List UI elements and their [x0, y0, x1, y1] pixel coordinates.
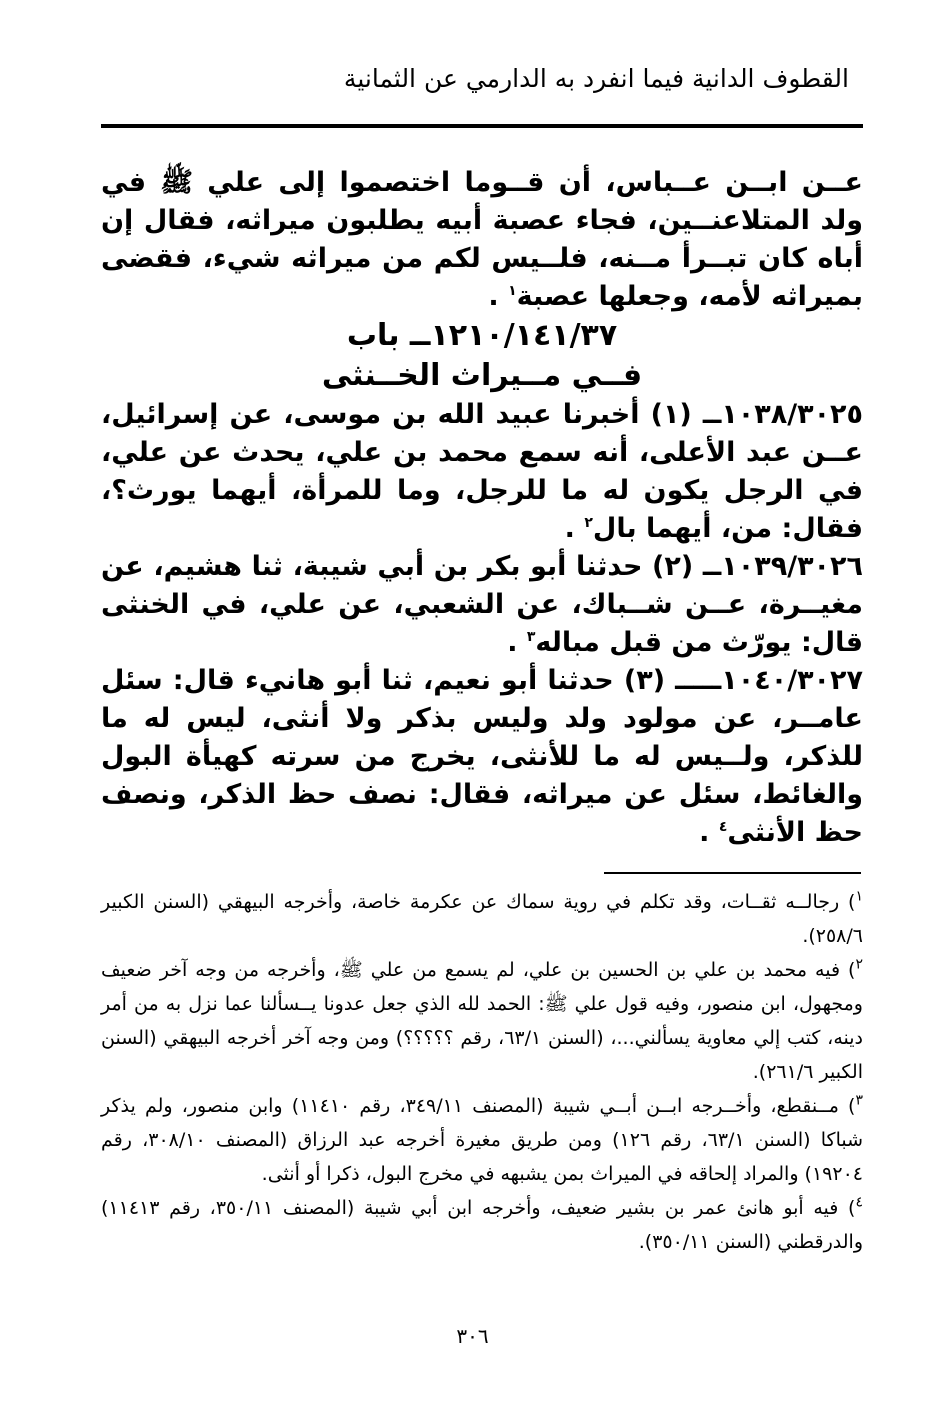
- footnote-1-text: ) رجالــه ثقــات، وقد تكلم في روية سماك عن عكرمة خاصة، وأخرجه البيهقي (السنن الكبير ٢٥٨/٦).: [101, 891, 863, 947]
- footnote-3-text: ) مــنقطع، وأخــرجه ابــن أبــي شيبة (المصنف ٣٤٩/١١، رقم ١١٤١٠) وابن منصور، ولم يذكر شباكا (السنن ٦٣/١، رقم ١٢٦) ومن طريق مغيرة أخرجه عبد الرزاق (المصنف ٣٠٨/١٠، رقم ١٩٢٠٤) والمراد إلحاقه في الميراث بمن يشبهه في مخرج البول، ذكرا أو أنثى.: [101, 1095, 864, 1185]
- hadith-1040-text: ١٠٤٠/٣٠٢٧ـــــ (٣) حدثنا أبو نعيم، ثنا أبو هانيء قال: سئل عامــر، عن مولود ولد وليس بذكر ولا أنثى، ليس له ما للذكر، ولــيس له ما للأنثى، يخرج من سرته كهيأة البول والغائط، سئل عن ميراثه، فقال: نصف حظ الذكر، ونصف حظ الأنثى: [101, 665, 863, 848]
- footnote-ref-3[interactable]: ٣: [526, 629, 536, 645]
- footnote-2-number: ٢: [855, 956, 863, 973]
- book-title: القطوف الدانية فيما انفرد به الدارمي عن الثمانية: [343, 64, 849, 93]
- footnote-4: [101, 1191, 863, 1259]
- footnote-rule: [604, 872, 861, 874]
- intro-text: عــن ابــن عــباس، أن قــوما اختصموا إلى علي ﷺ في ولد المتلاعنــين، فجاء عصبة أبيه يطلبون ميراثه، فقال إن أباه كان تبــرأ مــنه، فلــيس لكم من ميراثه شيء، فقضى بميراثه لأمه، وجعلها عصبة: [101, 167, 863, 312]
- footnote-2: [101, 953, 863, 1089]
- hadith-1039: [101, 548, 863, 662]
- footnote-4-text: ) فيه أبو هانئ عمر بن بشير ضعيف، وأخرجه ابن أبي شيبة (المصنف ٣٥٠/١١، رقم ١١٤١٣) والدرقطني (السنن ٣٥٠/١١).: [101, 1197, 863, 1253]
- intro-paragraph: [101, 164, 863, 316]
- intro-end: .: [488, 281, 499, 312]
- footnote-ref-1[interactable]: ١: [508, 283, 517, 299]
- section-number: ١٢١٠/١٤١/٣٧ــ باب: [346, 318, 618, 353]
- footnote-ref-4[interactable]: ٤: [718, 819, 728, 835]
- footnote-3-number: ٣: [855, 1092, 863, 1109]
- footnote-3: [101, 1089, 863, 1191]
- footnote-2-text: ) فيه محمد بن علي بن الحسين بن علي، لم يسمع من علي ﷺ، وأخرجه من وجه آخر ضعيف ومجهول، ابن منصور، وفيه قول علي ﷺ: الحمد لله الذي جعل عدونا يــسألنا عما نزل به من أمر دينه، كتب إلي معاوية يسألني...، (السنن ٦٣/١، رقم ؟؟؟؟؟) ومن وجه آخر أخرجه البيهقي (السنن الكبير ٢٦١/٦).: [101, 959, 863, 1083]
- main-text: [101, 164, 863, 852]
- running-header: [100, 62, 849, 96]
- footnote-4-number: ٤: [855, 1194, 863, 1211]
- hadith-1038: [101, 396, 863, 548]
- hadith-1040: [101, 662, 863, 852]
- footnote-1-number: ١: [855, 888, 863, 905]
- hadith-1039-text: ١٠٣٩/٣٠٢٦ــ (٢) حدثنا أبو بكر بن أبي شيبة، ثنا هشيم، عن مغيــرة، عــن شــباك، عن الشعبي، عن علي، في الخنثى قال: يورّث من قبل مباله: [101, 551, 863, 658]
- page-number: ٣٠٦: [456, 1324, 489, 1348]
- section-title: فــي مــيراث الخــنثى: [321, 358, 643, 393]
- footnotes: [101, 885, 863, 1259]
- footnote-ref-2[interactable]: ٢: [584, 515, 593, 531]
- hadith-1038-text: ١٠٣٨/٣٠٢٥ــ (١) أخبرنا عبيد الله بن موسى، عن إسرائيل، عــن عبد الأعلى، أنه سمع محمد بن علي، يحدث عن علي، في الرجل يكون له ما للرجل، وما للمرأة، أيهما يورث؟، فقال: من، أيهما بال: [101, 399, 864, 544]
- hadith-1039-end: .: [507, 627, 518, 658]
- hadith-1038-end: .: [564, 513, 575, 544]
- footnote-1: [101, 885, 863, 953]
- header-rule: [101, 124, 863, 128]
- hadith-1040-end: .: [699, 817, 710, 848]
